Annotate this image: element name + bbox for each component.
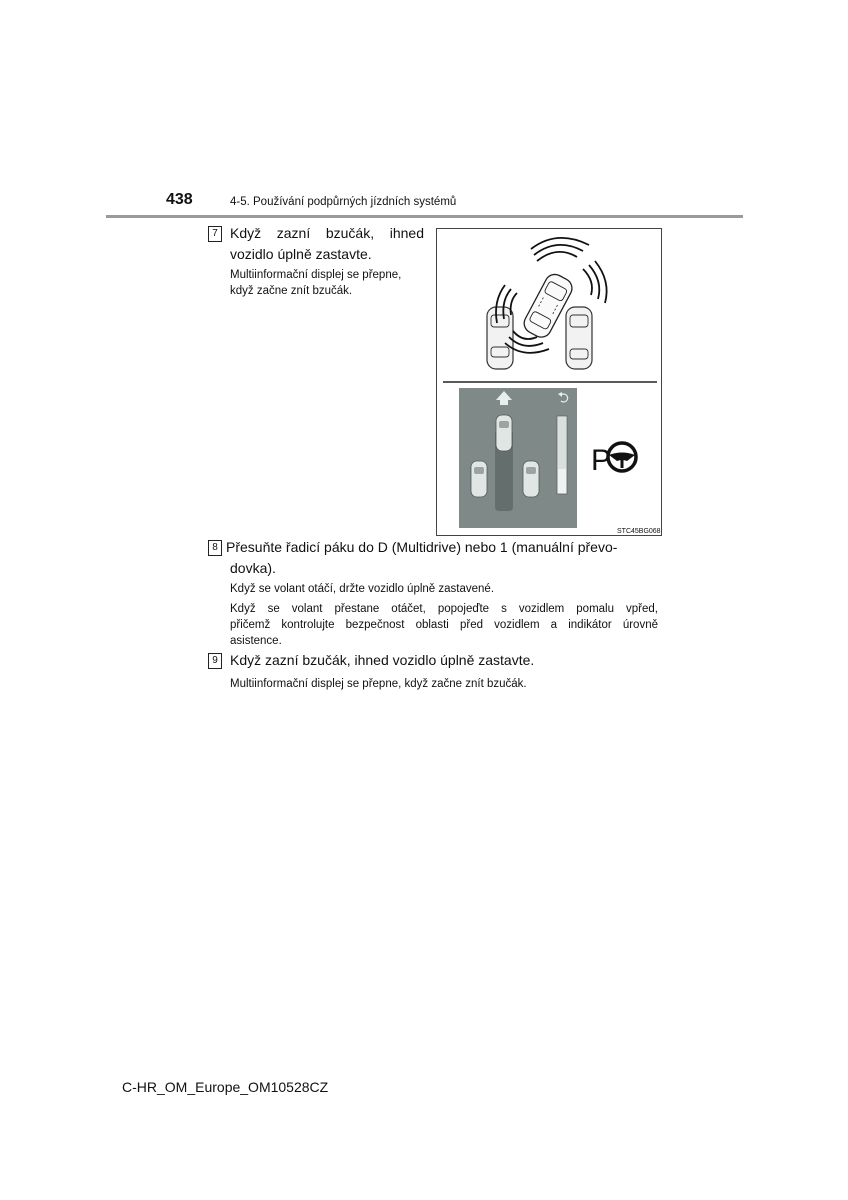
step-number-7: 7 [208, 226, 222, 242]
parking-illustration [437, 229, 662, 536]
step-9-note: Multiinformační displej se přepne, když začne znít bzučák. [230, 678, 527, 690]
step-8-note2-line2: přičemž kontrolujte bezpečnost oblasti před vozidlem a indikátor úrovně [230, 619, 658, 631]
header-divider [106, 215, 743, 218]
step-number-9: 9 [208, 653, 222, 669]
assist-level-indicator [557, 416, 567, 494]
page-number: 438 [166, 191, 193, 208]
step-8-note1: Když se volant otáčí, držte vozidlo úplně zastavené. [230, 583, 495, 595]
steering-wheel-icon [608, 443, 636, 471]
display-car-front-icon [496, 415, 512, 451]
step-7-text-line2: vozidlo úplně zastavte. [230, 246, 372, 262]
step-7-note-line1: Multiinformační displej se přepne, [230, 269, 402, 281]
figure-code: STC45BG068 [617, 528, 661, 535]
display-car-right-icon [523, 461, 539, 497]
step-7-note-line2: když začne znít bzučák. [230, 285, 353, 297]
step-8-text-line2: dovka). [230, 560, 276, 576]
step-8-note2-line1: Když se volant přestane otáčet, popojeďte s vozidlem pomalu vpřed, [230, 603, 658, 615]
step-number-8: 8 [208, 540, 222, 556]
step-9-text: Když zazní bzučák, ihned vozidlo úplně zastavte. [230, 652, 535, 668]
document-code: C-HR_OM_Europe_OM10528CZ [122, 1079, 329, 1095]
car-parking-sensors [487, 238, 607, 369]
step-8-text-line1: Přesuňte řadicí páku do D (Multidrive) nebo 1 (manuální převo- [226, 539, 618, 555]
display-p-label: P [591, 444, 612, 477]
step-7-text-line1: Když zazní bzučák, ihned [230, 225, 424, 241]
step-8-note2-line3: asistence. [230, 635, 282, 647]
parked-car-right-icon [566, 307, 592, 369]
multi-info-display [459, 388, 577, 528]
section-title: 4-5. Používání podpůrných jízdních systémů [230, 196, 457, 208]
parking-assist-figure [436, 228, 662, 536]
display-car-left-icon [471, 461, 487, 497]
